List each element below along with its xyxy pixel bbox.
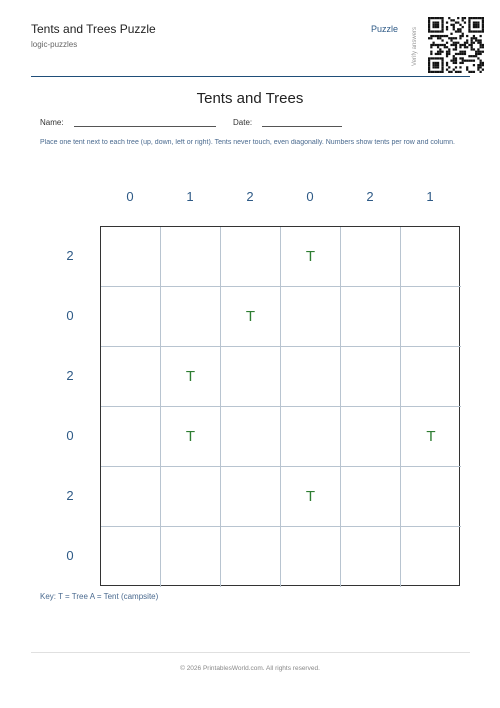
grid-cell[interactable] — [221, 347, 281, 407]
grid-cell[interactable] — [161, 287, 221, 347]
grid-cell[interactable] — [341, 227, 401, 287]
row-clue: 2 — [66, 368, 74, 383]
grid-cell[interactable] — [281, 347, 341, 407]
grid-cell[interactable] — [221, 407, 281, 467]
grid-cell[interactable] — [221, 467, 281, 527]
verify-label: Verify answers — [412, 26, 418, 66]
header-divider — [31, 76, 470, 77]
tree-cell[interactable]: T — [161, 347, 221, 407]
puzzle-grid — [100, 226, 460, 586]
header-title: Tents and Trees Puzzle — [31, 22, 156, 36]
column-clue: 0 — [306, 189, 314, 204]
row-clue: 2 — [66, 248, 74, 263]
column-clue: 1 — [426, 189, 434, 204]
grid-cell[interactable] — [281, 407, 341, 467]
grid-cell[interactable] — [401, 347, 461, 407]
instructions: Place one tent next to each tree (up, down, left or right). Tents never touch, even diagonally. Numbers show tents per row and column. — [40, 139, 455, 146]
date-label: Date: — [233, 118, 253, 127]
tree-cell[interactable]: T — [281, 467, 341, 527]
column-clue: 2 — [366, 189, 374, 204]
header-tag: Puzzle — [371, 24, 399, 34]
grid-cell[interactable] — [101, 347, 161, 407]
grid-cell[interactable] — [221, 227, 281, 287]
tree-cell[interactable]: T — [221, 287, 281, 347]
date-field[interactable] — [262, 126, 342, 127]
column-clue: 1 — [186, 189, 194, 204]
grid-cell[interactable] — [341, 467, 401, 527]
header-subtitle: logic-puzzles — [31, 40, 78, 49]
row-clue: 0 — [66, 428, 74, 443]
grid-cell[interactable] — [101, 407, 161, 467]
tree-cell[interactable]: T — [401, 407, 461, 467]
grid-cell[interactable] — [401, 287, 461, 347]
grid-cell[interactable] — [401, 527, 461, 587]
grid-cell[interactable] — [101, 527, 161, 587]
row-clue: 0 — [66, 308, 74, 323]
qr-code-icon — [428, 17, 484, 73]
grid-cell[interactable] — [221, 527, 281, 587]
page-title: Tents and Trees — [196, 90, 304, 107]
name-field[interactable] — [74, 126, 216, 127]
column-clue: 0 — [126, 189, 134, 204]
grid-cell[interactable] — [281, 527, 341, 587]
grid-cell[interactable] — [341, 407, 401, 467]
name-label: Name: — [40, 118, 64, 127]
column-clue: 2 — [246, 189, 254, 204]
grid-cell[interactable] — [101, 227, 161, 287]
grid-cell[interactable] — [161, 467, 221, 527]
row-clue: 2 — [66, 488, 74, 503]
grid-cell[interactable] — [401, 227, 461, 287]
grid-cell[interactable] — [281, 287, 341, 347]
grid-cell[interactable] — [161, 527, 221, 587]
grid-cell[interactable] — [401, 467, 461, 527]
legend-key: Key: T = Tree A = Tent (campsite) — [40, 592, 159, 601]
tree-cell[interactable]: T — [161, 407, 221, 467]
grid-cell[interactable] — [341, 287, 401, 347]
grid-cell[interactable] — [341, 527, 401, 587]
tree-cell[interactable]: T — [281, 227, 341, 287]
grid-cell[interactable] — [101, 467, 161, 527]
footer-copyright: © 2026 PrintablesWorld.com. All rights reserved. — [180, 665, 320, 672]
row-clue: 0 — [66, 548, 74, 563]
grid-cell[interactable] — [341, 347, 401, 407]
footer-divider — [31, 652, 470, 653]
grid-cell[interactable] — [101, 287, 161, 347]
grid-cell[interactable] — [161, 227, 221, 287]
